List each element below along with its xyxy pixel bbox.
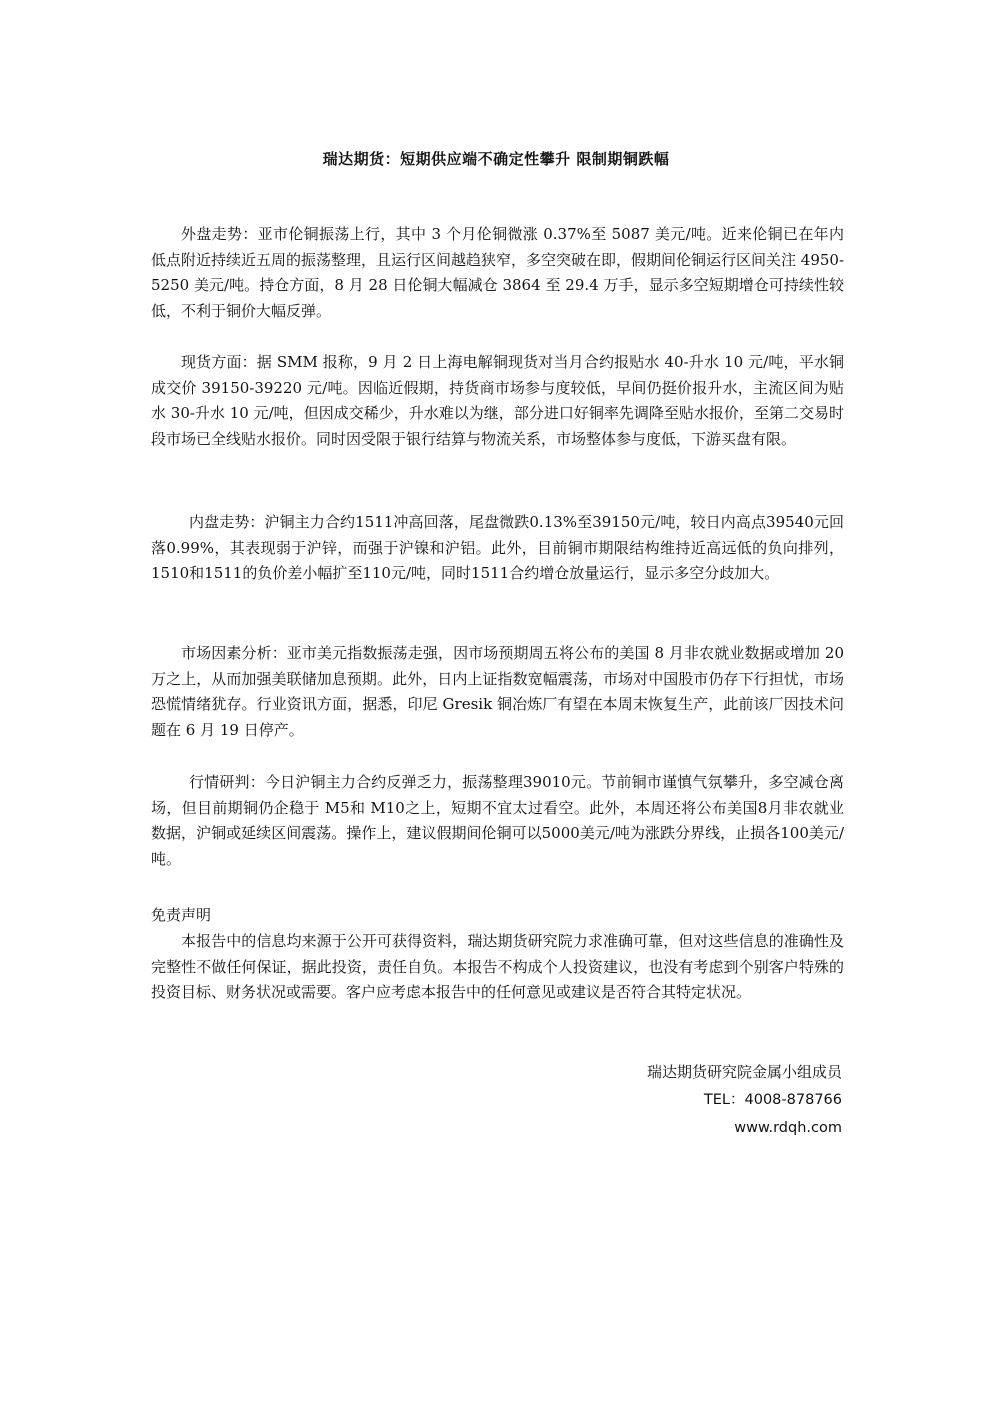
signature-tel: TEL：4008-878766 (703, 1092, 842, 1108)
disclaimer-heading: 免责声明 (151, 906, 212, 924)
paragraph-overseas-market: 外盘走势：亚市伦铜振荡上行，其中 3 个月伦铜微涨 0.37%至 5087 美元/吨。近来伦铜已在年内低点附近持续近五周的振荡整理，且运行区间越趋狭窄，多空突破在即，假期间伦铜运行区间关注 4950-5250 美元/吨。持仓方面，8 月 28 日伦铜大幅减仓 3864 至 29.4 万手，显示多空短期增仓可持续性较低，不利于铜价大幅反弹。 (151, 225, 845, 320)
signature-org: 瑞达期货研究院金属小组成员 (646, 1063, 842, 1081)
document-title: 瑞达期货：短期供应端不确定性攀升 限制期铜跌幅 (322, 150, 670, 168)
signature-block (647, 1058, 842, 1142)
disclaimer-text: 本报告中的信息均来源于公开可获得资料，瑞达期货研究院力求准确可靠，但对这些信息的准确性及完整性不做任何保证，据此投资，责任自负。本报告不构成个人投资建议，也没有考虑到个别客户特殊的投资目标、财务状况或需要。客户应考虑本报告中的任何意见或建议是否符合其特定状况。 (151, 932, 844, 1001)
paragraph-spot-market: 现货方面：据 SMM 报称，9 月 2 日上海电解铜现货对当月合约报贴水 40-升水 10 元/吨，平水铜成交价 39150-39220 元/吨。因临近假期，持货商市场参与度较低，早间仍挺价报升水，主流区间为贴水 30-升水 10 元/吨，但因成交稀少，升水难以为继，部分进口好铜率先调降至贴水报价，至第二交易时段市场已全线贴水报价。同时因受限于银行结算与物流关系，市场整体参与度低，下游买盘有限。 (151, 353, 844, 448)
paragraph-market-factors: 市场因素分析：亚市美元指数振荡走强，因市场预期周五将公布的美国 8 月非农就业数据或增加 20 万之上，从而加强美联储加息预期。此外，日内上证指数宽幅震荡，市场对中国股市仍存下行担忧，市场恐慌情绪犹存。行业资讯方面，据悉，印尼 Gresik 铜冶炼厂有望在本周末恢复生产，此前该厂因技术问题在 6 月 19 日停产。 (151, 644, 844, 739)
paragraph-domestic-market: 内盘走势：沪铜主力合约1511冲高回落，尾盘微跌0.13%至39150元/吨，较日内高点39540元回落0.99%，其表现弱于沪锌，而强于沪镍和沪铝。此外，目前铜市期限结构维持近高远低的负向排列，1510和1511的负价差小幅扩至110元/吨，同时1511合约增仓放量运行，显示多空分歧加大。 (151, 513, 844, 582)
paragraph-outlook: 行情研判：今日沪铜主力合约反弹乏力，振荡整理39010元。节前铜市谨慎气氛攀升，多空减仓离场，但目前期铜仍企稳于 M5和 M10之上，短期不宜太过看空。此外，本周还将公布美国8月非农就业数据，沪铜或延续区间震荡。操作上，建议假期间伦铜可以5000美元/吨为涨跌分界线，止损各100美元/吨。 (151, 773, 844, 868)
signature-website: www.rdqh.com (734, 1120, 842, 1136)
